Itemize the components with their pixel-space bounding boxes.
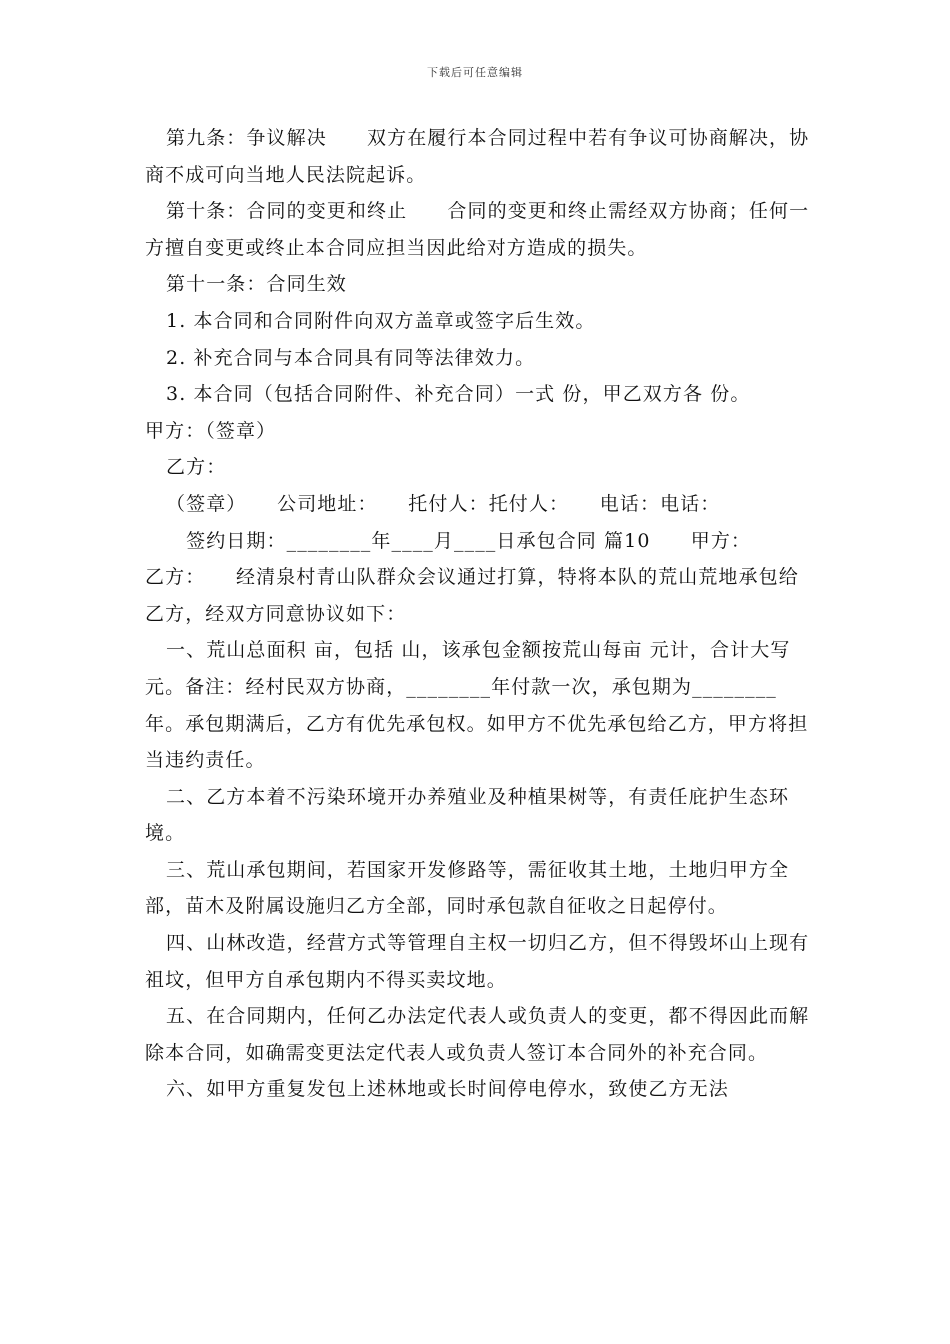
contract-10-item-5: 五、在合同期内，任何乙办法定代表人或负责人的变更，都不得因此而解除本合同，如确需变更法定代表人或负责人签订本合同外的补充合同。 [145,1005,810,1064]
contract-10-item-1: 一、荒山总面积 亩，包括 山，该承包金额按荒山每亩 元计，合计大写 元。备注：经村民双方协商，________年付款一次，承包期为________年。承包期满后，乙方有优先承包权。如甲方不优先承包给乙方，甲方将担当违约责任。 [145,639,809,772]
party-b-label: 乙方： [166,456,227,479]
document-body [145,120,810,1108]
clause-10-change-termination: 第十条：合同的变更和终止 合同的变更和终止需经双方协商；任何一方擅自变更或终止本合同应担当因此给对方造成的损失。 [145,200,810,259]
contract-10-item-2: 二、乙方本着不污染环境开办养殖业及种植果树等，有责任庇护生态环境。 [145,785,790,845]
clause-11-item-2: 2. 补充合同与本合同具有同等法律效力。 [166,346,536,369]
page-header-note: 下载后可任意编辑 [427,66,523,79]
clause-11-item-3: 3. 本合同（包括合同附件、补充合同）一式 份，甲乙双方各 份。 [166,383,751,406]
clause-11-item-1: 1. 本合同和合同附件向双方盖章或签字后生效。 [166,309,596,332]
clause-11-heading: 第十一条：合同生效 [166,273,347,296]
contract-10-item-3: 三、荒山承包期间，若国家开发修路等，需征收其土地，土地归甲方全部，苗木及附属设施归乙方全部，同时承包款自征收之日起停付。 [145,858,790,918]
signature-details-line: （签章） 公司地址： 托付人：托付人： 电话：电话： [166,492,721,515]
contract-10-item-4: 四、山林改造，经营方式等管理自主权一切归乙方，但不得毁坏山上现有祖坟，但甲方自承包期内不得买卖坟地。 [145,932,810,991]
party-a-signature-line: 甲方：（签章） [145,419,277,442]
contract-10-item-6: 六、如甲方重复发包上述林地或长时间停电停水，致使乙方无法 [166,1078,729,1101]
clause-9-dispute-resolution: 第九条：争议解决 双方在履行本合同过程中若有争议可协商解决，协商不成可向当地人民法院起诉。 [145,127,810,186]
signing-date-line: 签约日期：________年____月____日承包合同 篇10 甲方： [166,529,752,552]
contract-10-intro: 乙方： 经清泉村青山队群众会议通过打算，特将本队的荒山荒地承包给乙方，经双方同意协议如下： [145,566,799,625]
